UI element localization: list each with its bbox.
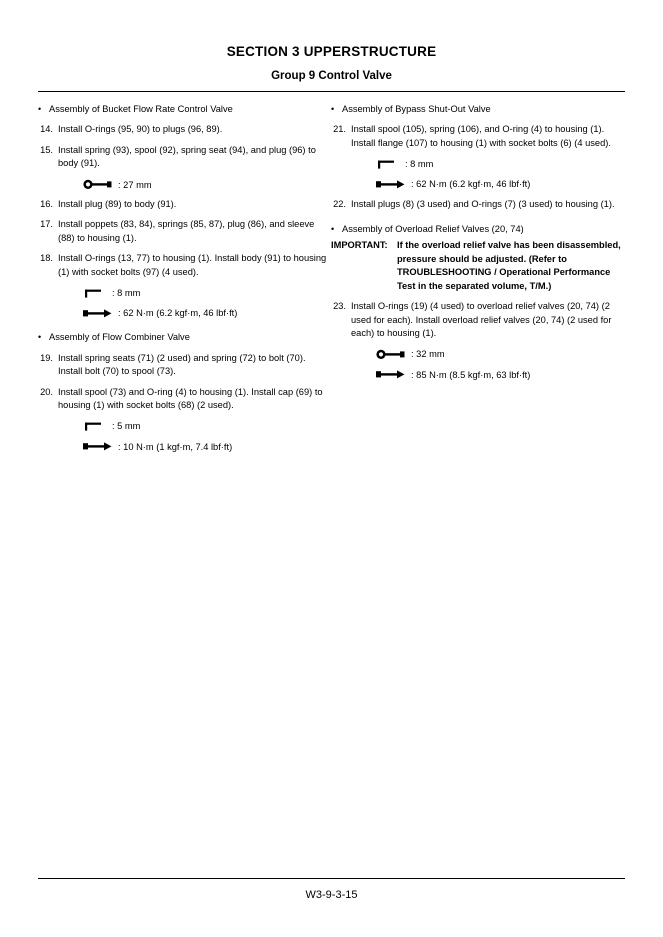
section-bullet-heading (38, 103, 331, 116)
tool-spec-text: : 10 N·m (1 kgf·m, 7.4 lbf·ft) (118, 441, 233, 452)
procedure-step (38, 386, 331, 413)
block-spacer (331, 211, 624, 223)
section-bullet-heading (38, 331, 331, 344)
step-text: Install plugs (8) (3 used) and O-rings (7) (3 used) to housing (1). (351, 198, 615, 209)
step-text: Install O-rings (95, 90) to plugs (96, 89). (58, 124, 223, 135)
section-heading-text: Assembly of Bypass Shut-Out Valve (342, 104, 491, 115)
step-text: Install plug (89) to body (91). (58, 198, 177, 209)
group-title: Group 9 Control Valve (271, 69, 392, 82)
torque-wrench-icon (82, 308, 112, 319)
bullet-dot-icon: • (38, 104, 42, 115)
step-number: 15. (40, 144, 53, 155)
section-heading-text: Assembly of Bucket Flow Rate Control Valve (49, 104, 233, 115)
section-title: SECTION 3 UPPERSTRUCTURE (226, 44, 437, 59)
tool-spec-line (82, 287, 331, 299)
step-number: 17. (40, 219, 53, 230)
procedure-step (38, 218, 331, 245)
step-text: Install spring (93), spool (92), spring seat (94), and plug (96) to body (91). (58, 144, 316, 169)
step-text: Install O-rings (19) (4 used) to overload relief valves (20, 74) (2 used for each). Install overload relief valves (20, 74) (2 used for each) to housing (1). (351, 301, 612, 338)
hex-key-icon (375, 159, 399, 170)
important-label: IMPORTANT: (331, 240, 388, 251)
tool-spec-text: : 32 mm (411, 349, 445, 360)
torque-wrench-icon (375, 369, 405, 380)
open-end-wrench-icon (82, 179, 112, 190)
tool-spec-text: : 8 mm (112, 288, 141, 299)
bullet-dot-icon: • (38, 332, 42, 343)
tool-spec-line (375, 369, 624, 381)
step-number: 18. (40, 253, 53, 264)
tool-spec-line (82, 441, 331, 453)
step-text: Install spool (73) and O-ring (4) to housing (1). Install cap (69) to housing (1) with socket bolts (68) (2 used). (58, 386, 323, 411)
tool-spec-text: : 62 N·m (6.2 kgf·m, 46 lbf·ft) (118, 308, 238, 319)
bullet-dot-icon: • (331, 104, 335, 115)
tool-spec-text: : 8 mm (405, 159, 434, 170)
two-column-body (38, 103, 625, 464)
step-text: Install spring seats (71) (2 used) and spring (72) to bolt (70). Install bolt (70) to spool (73). (58, 352, 306, 377)
step-number: 21. (333, 124, 346, 135)
hex-key-icon (82, 288, 106, 299)
tool-spec-line (375, 178, 624, 190)
procedure-step (331, 300, 624, 340)
section-heading-text: Assembly of Flow Combiner Valve (49, 332, 190, 343)
step-number: 19. (40, 352, 53, 363)
page-code: W3-9-3-15 (305, 889, 358, 901)
tool-spec-line (82, 307, 331, 319)
procedure-step (38, 123, 331, 136)
important-note (331, 239, 624, 293)
step-text: Install poppets (83, 84), springs (85, 87), plug (86), and sleeve (88) to housing (1). (58, 219, 315, 243)
block-spacer (38, 453, 331, 465)
step-number: 14. (40, 124, 53, 135)
page-footer (38, 878, 625, 901)
tool-spec-text: : 85 N·m (8.5 kgf·m, 63 lbf·ft) (411, 369, 531, 380)
page-header (38, 0, 625, 83)
step-text: Install O-rings (13, 77) to housing (1). Install body (91) to housing (1) with socket bolts (97) (4 used). (58, 253, 327, 277)
procedure-step (38, 352, 331, 379)
header-divider (38, 91, 625, 92)
step-number: 16. (40, 198, 53, 209)
footer-divider (38, 878, 625, 879)
step-number: 23. (333, 301, 346, 312)
section-bullet-heading (331, 223, 624, 236)
tool-spec-line (375, 348, 624, 360)
right-column (331, 103, 624, 464)
procedure-step (331, 198, 624, 211)
step-text: Install spool (105), spring (106), and O-ring (4) to housing (1). Install flange (107) to housing (1) with socket bolts (6) (4 used). (351, 124, 611, 148)
open-end-wrench-icon (375, 349, 405, 360)
section-heading-text: Assembly of Overload Relief Valves (20, 74) (342, 224, 524, 234)
tool-spec-line (82, 420, 331, 432)
procedure-step (38, 252, 331, 279)
step-number: 22. (333, 198, 346, 209)
procedure-step (38, 198, 331, 211)
tool-spec-text: : 5 mm (112, 421, 141, 432)
left-column (38, 103, 331, 464)
bullet-dot-icon: • (331, 224, 335, 234)
step-number: 20. (40, 386, 53, 397)
tool-spec-line (375, 158, 624, 170)
block-spacer (331, 381, 624, 393)
tool-spec-line (82, 179, 331, 191)
tool-spec-text: : 62 N·m (6.2 kgf·m, 46 lbf·ft) (411, 179, 531, 190)
important-text: If the overload relief valve has been disassembled, pressure should be adjusted. (Refer to TROUBLESHOOTING / Operational Performance Test in the separated volume, T/M.) (397, 240, 621, 291)
procedure-step (38, 144, 331, 171)
procedure-step (331, 123, 624, 150)
tool-spec-text: : 27 mm (118, 179, 152, 190)
block-spacer (38, 319, 331, 331)
torque-wrench-icon (82, 441, 112, 452)
section-bullet-heading (331, 103, 624, 116)
hex-key-icon (82, 421, 106, 432)
torque-wrench-icon (375, 179, 405, 190)
